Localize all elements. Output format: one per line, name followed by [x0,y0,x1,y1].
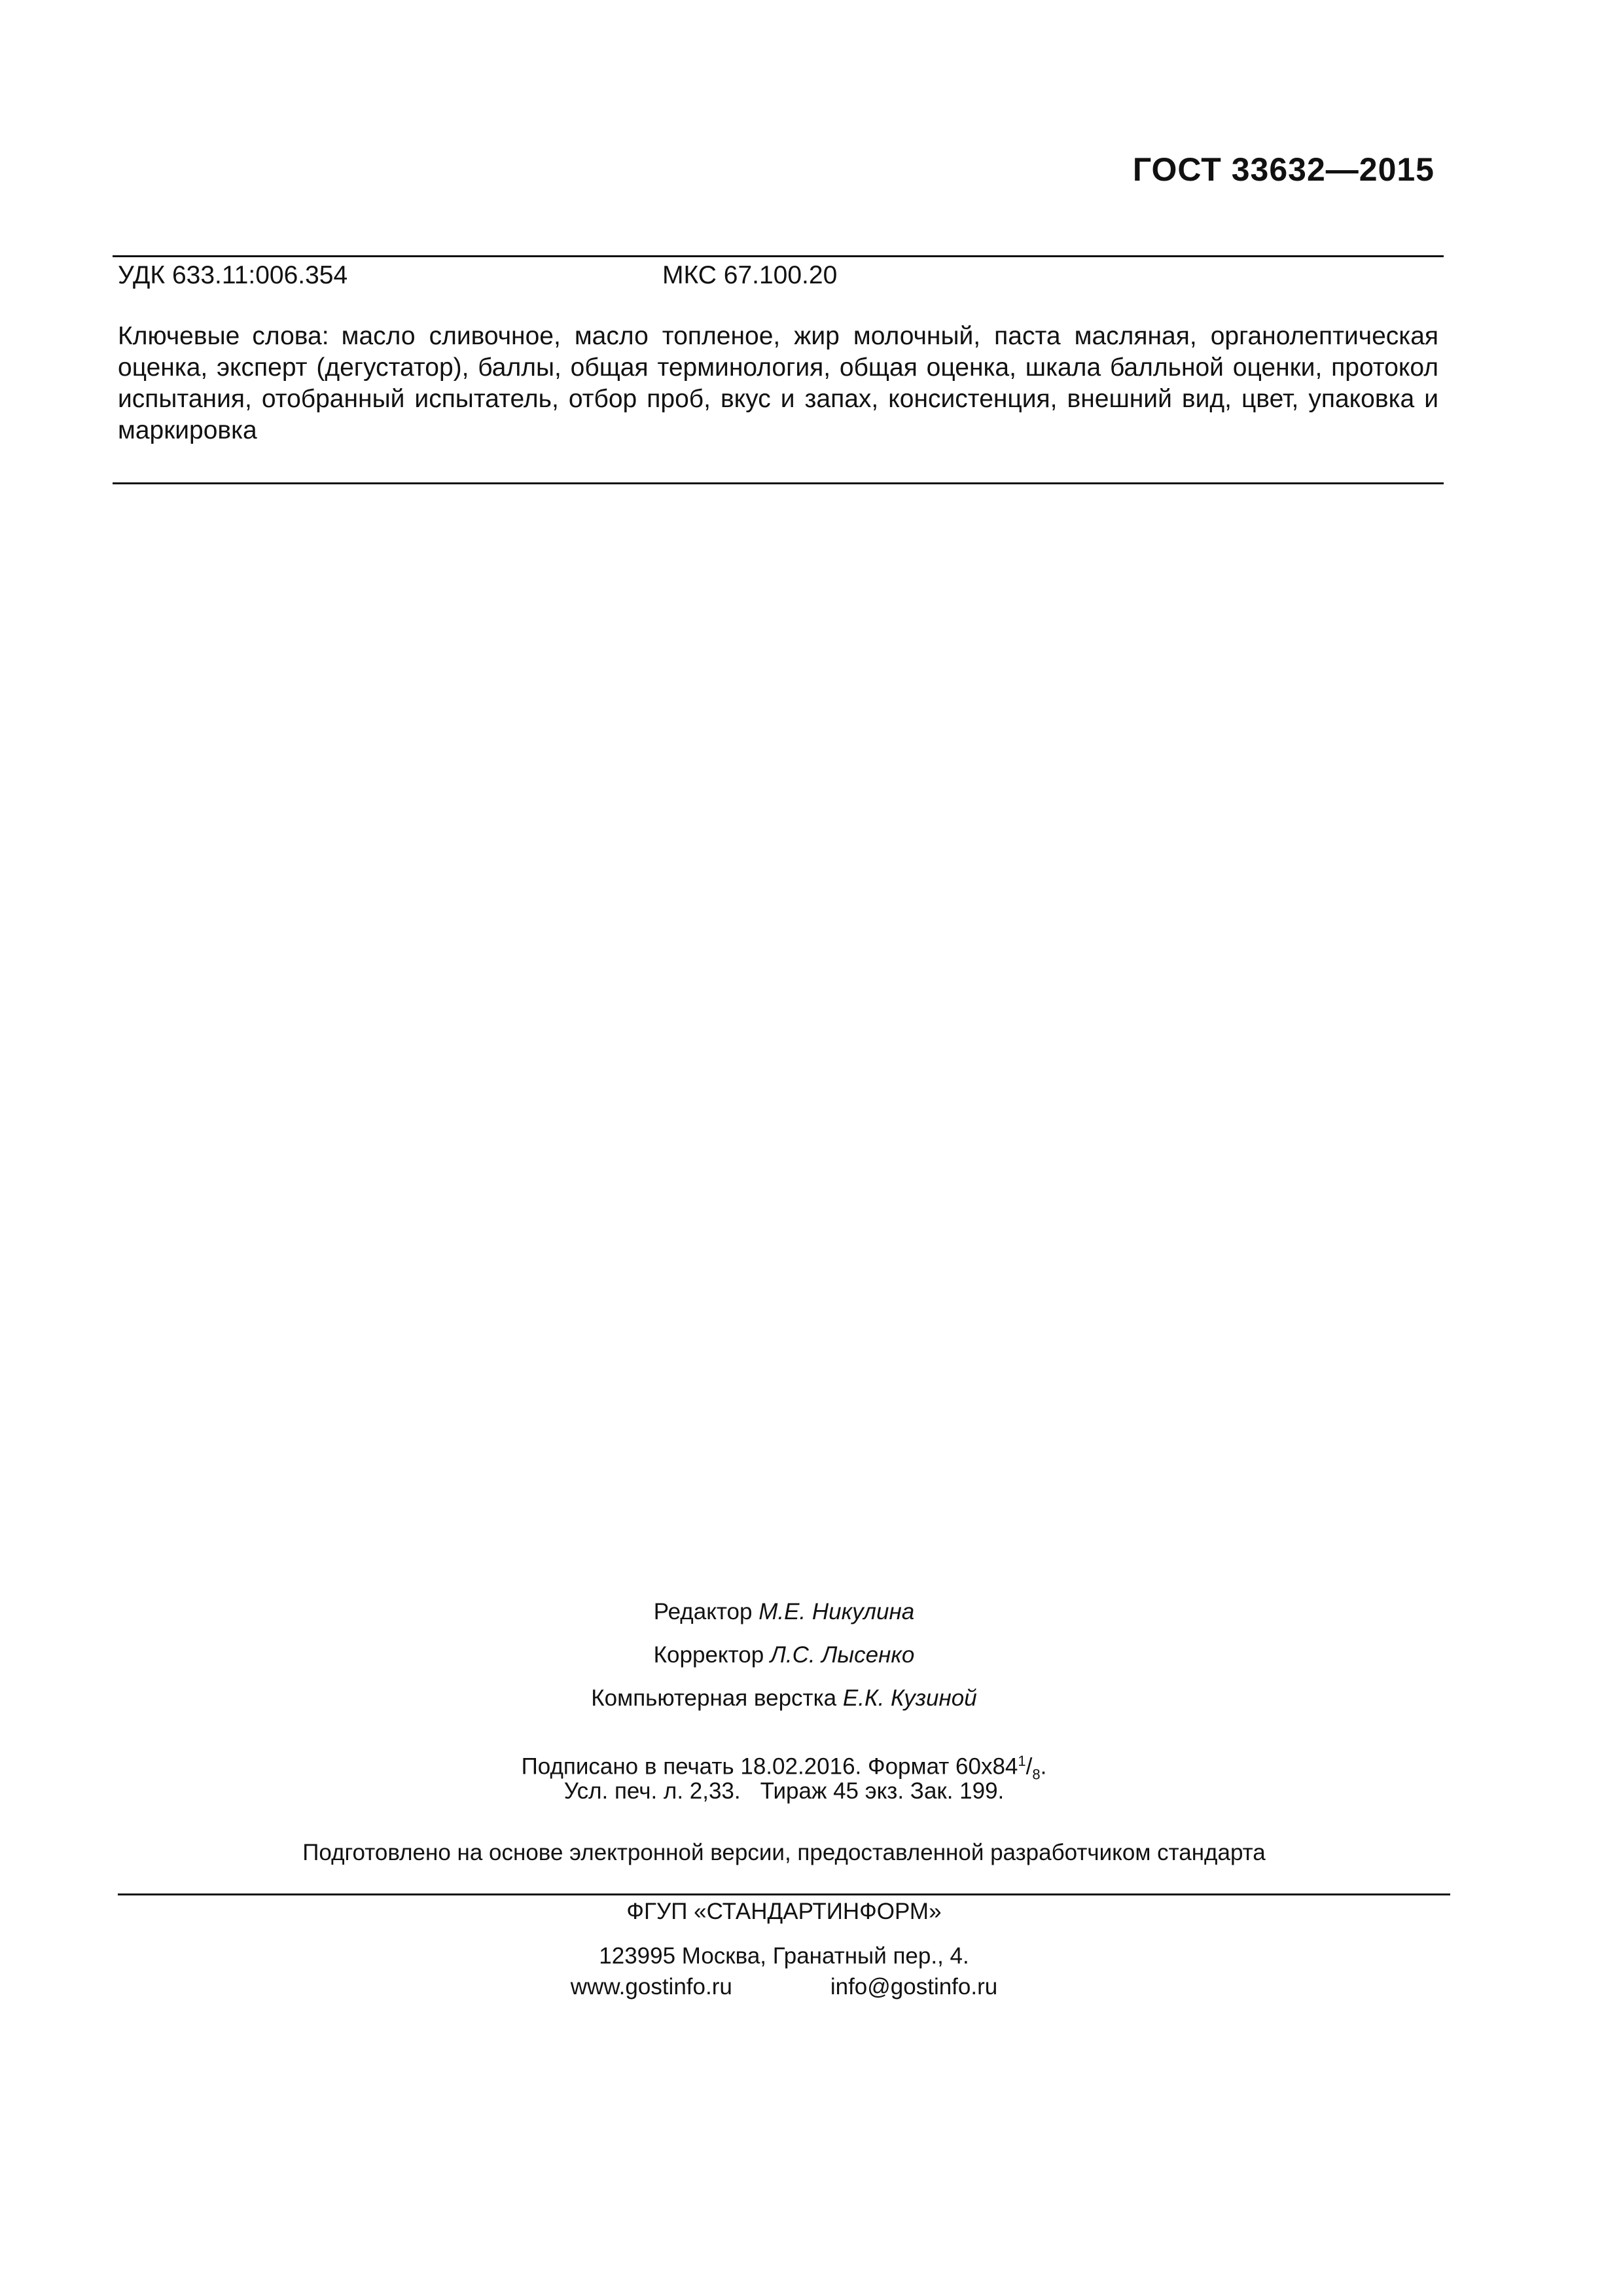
editor-line [118,1597,1450,1627]
mks-code: МКС 67.100.20 [662,261,838,289]
publisher-website-link[interactable]: www.gostinfo.ru [570,1974,732,2000]
publisher-name: ФГУП «СТАНДАРТИНФОРМ» [626,1899,942,1924]
keywords-list: масло сливочное, масло топленое, жир молочный, паста масляная, органолептическая оценка, эксперт (дегустатор), баллы, общая терминология, общая оценка, шкала балльной оценки, протокол испытания, отобранный испытатель, отбор проб, вкус и запах, консистенция, внешний вид, цвет, упаковка и маркировка [118,322,1439,444]
keywords-label: Ключевые слова: [118,322,329,350]
publisher-address: 123995 Москва, Гранатный пер., 4. [599,1943,969,1969]
corrector-role: Корректор [653,1642,764,1668]
format-end: . [1040,1753,1047,1780]
print-sheets: Усл. печ. л. 2,33. [563,1778,741,1804]
print-details-line [118,1776,1450,1806]
editor-name: М.Е. Никулина [758,1599,915,1624]
layout-line [118,1683,1450,1713]
layout-name: Е.К. Кузиной [842,1685,977,1711]
format-superscript: 1 [1018,1753,1026,1769]
keywords-divider [113,482,1444,484]
editor-role: Редактор [653,1599,753,1624]
keywords-paragraph [118,321,1438,446]
document-code: ГОСТ 33632—2015 [1132,151,1435,188]
prepared-note: Подготовлено на основе электронной версии, предоставленной разработчиком стандарта [302,1840,1266,1865]
corrector-line [118,1640,1450,1670]
print-run: Тираж 45 экз. Зак. 199. [760,1778,1005,1804]
signed-text: Подписано в печать 18.02.2016. Формат 60х84 [521,1753,1018,1780]
layout-role: Компьютерная верстка [591,1685,837,1711]
publisher-divider [118,1893,1450,1895]
format-subscript: 8 [1032,1766,1041,1783]
publisher-contacts [118,1972,1450,2002]
format-slash: / [1026,1753,1033,1780]
corrector-name: Л.С. Лысенко [770,1642,915,1668]
top-divider [113,255,1444,257]
publisher-email-link[interactable]: info@gostinfo.ru [830,1974,998,2000]
udk-code: УДК 633.11:006.354 [118,261,348,289]
